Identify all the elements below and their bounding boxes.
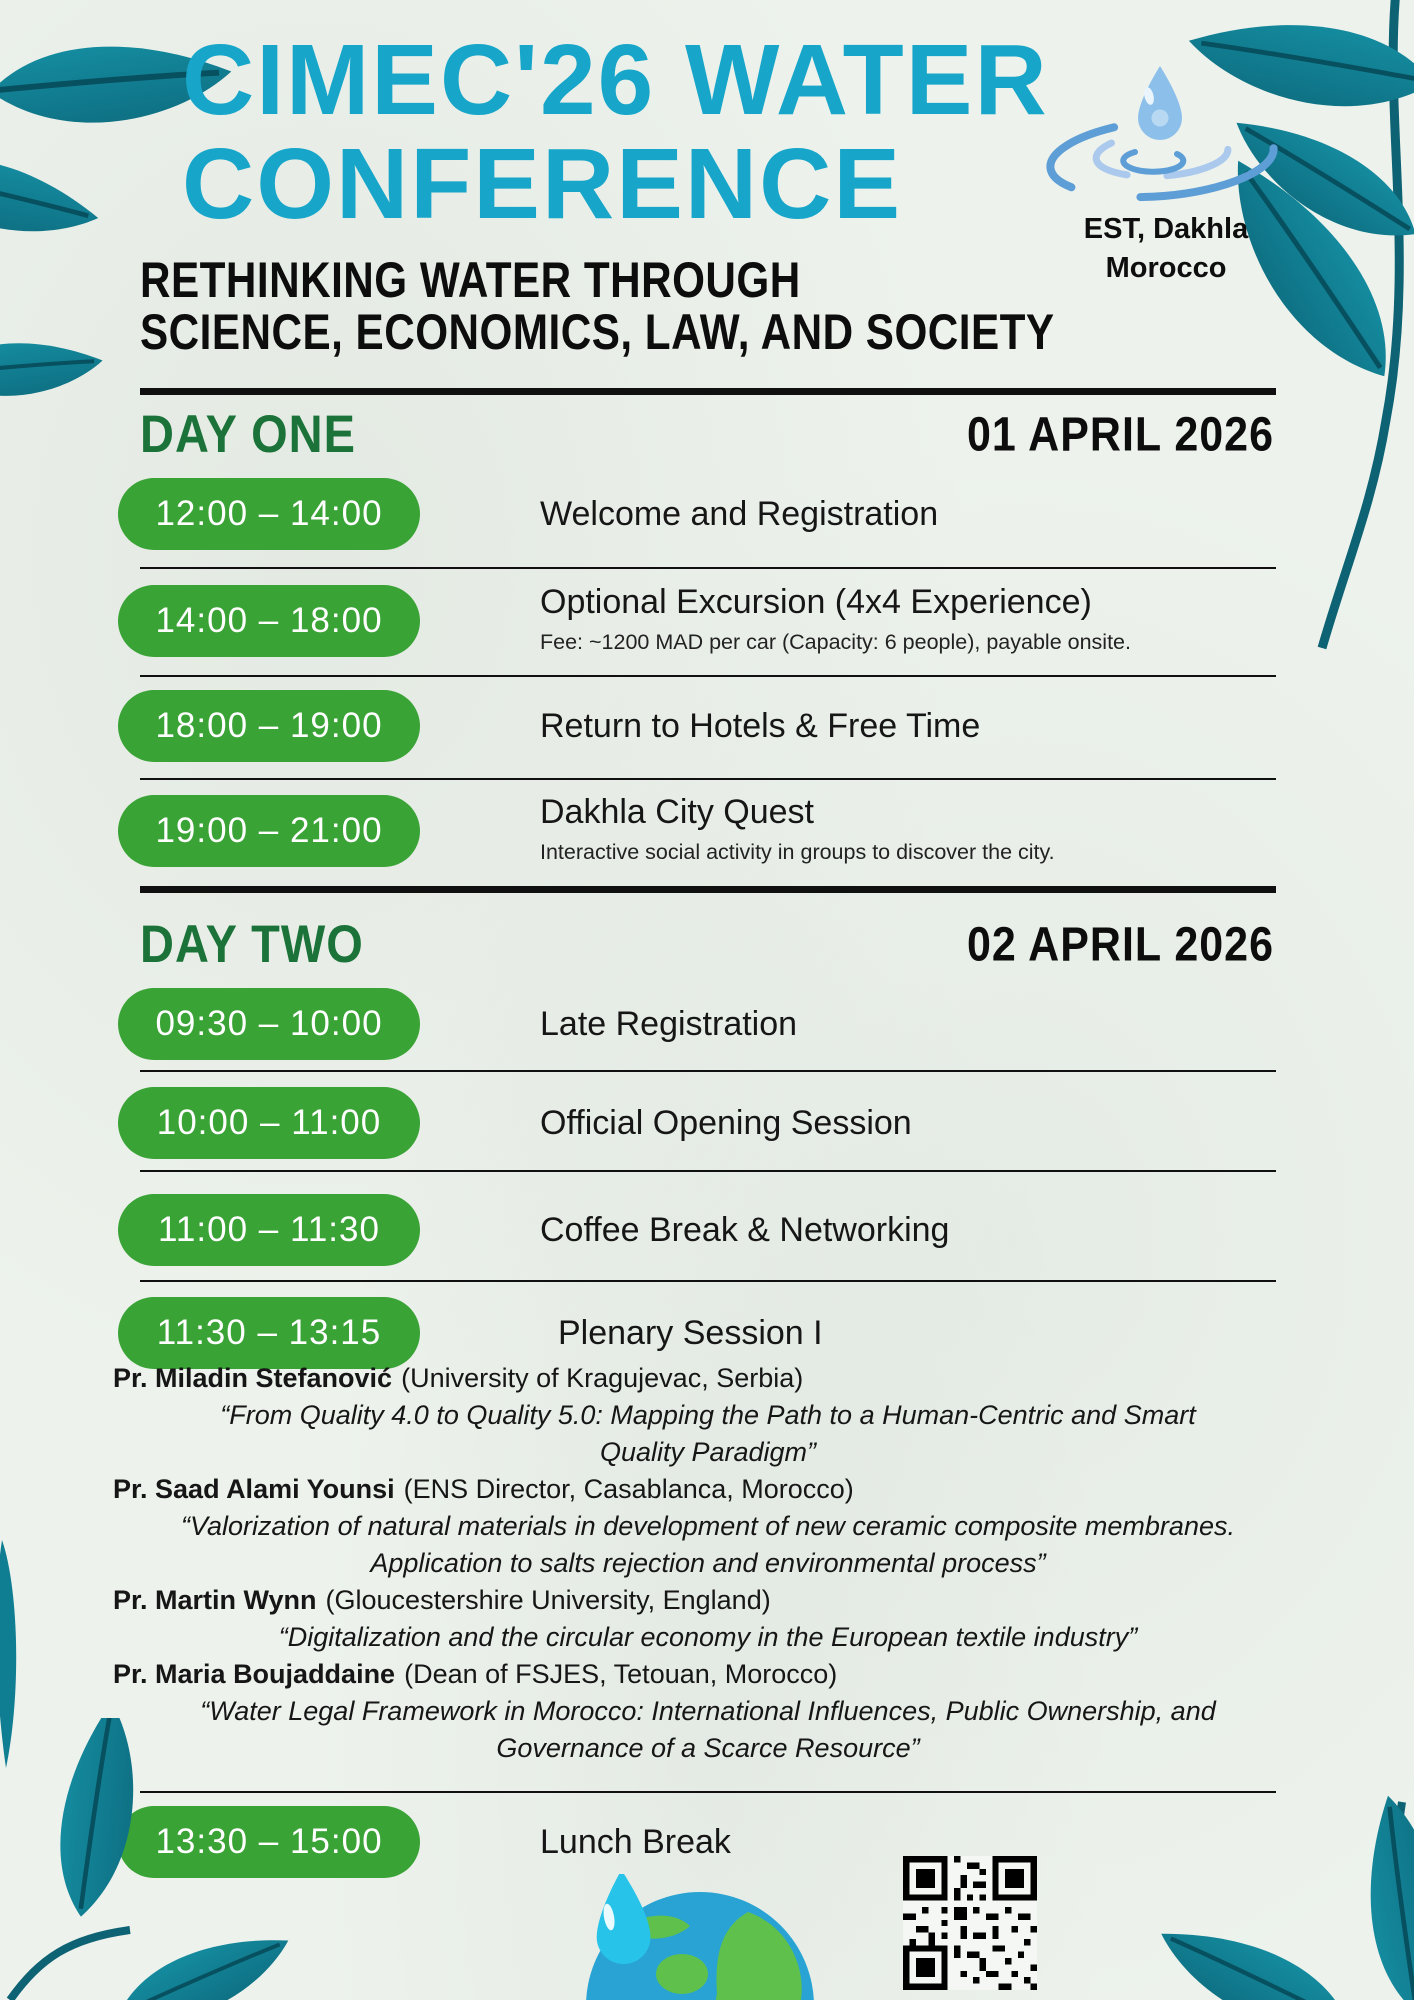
session-time-pill: [118, 1194, 420, 1266]
speaker-name: Pr. Miladin Stefanović: [113, 1363, 393, 1393]
speaker-line: [113, 1582, 1303, 1619]
poster-title-line1: CIMEC'26 WATER: [182, 24, 1049, 136]
session-row: [0, 690, 1414, 764]
session-time: 10:00 – 11:00: [156, 1103, 382, 1142]
session-time-pill: [118, 478, 420, 550]
speaker-talk-title: “From Quality 4.0 to Quality 5.0: Mapping the Path to a Human-Centric and Smart Quality Paradigm”: [220, 1400, 1196, 1467]
speaker-talk-title: “Digitalization and the circular economy in the European textile industry”: [278, 1622, 1138, 1652]
speaker-line: [113, 1471, 1303, 1508]
session-row: [0, 585, 1414, 659]
session-title: Welcome and Registration: [540, 495, 939, 533]
session-row: [0, 988, 1414, 1062]
separator-line: [140, 1170, 1276, 1172]
poster-title-line2: CONFERENCE: [182, 128, 903, 240]
speaker-affiliation: (Gloucestershire University, England): [325, 1585, 771, 1615]
session-note: Interactive social activity in groups to discover the city.: [540, 840, 1055, 864]
session-time-pill: [118, 690, 420, 762]
day-two-label: DAY TWO: [140, 913, 364, 974]
leaf-decoration-bottom-left: [0, 1718, 320, 2000]
session-time-pill: [118, 1087, 420, 1159]
day-two-date: 02 APRIL 2026: [966, 918, 1274, 972]
day-one-label: DAY ONE: [140, 403, 356, 464]
water-drop-ripples-icon: [1040, 58, 1290, 213]
separator-line: [140, 567, 1276, 569]
poster-subtitle-line1: RETHINKING WATER THROUGH: [140, 252, 801, 309]
session-time: 19:00 – 21:00: [155, 811, 383, 850]
session-title: Lunch Break: [540, 1823, 731, 1861]
speaker-affiliation: (ENS Director, Casablanca, Morocco): [403, 1474, 854, 1504]
session-time-pill: [118, 1297, 420, 1369]
speaker-affiliation: (University of Kragujevac, Serbia): [401, 1363, 804, 1393]
session-time: 09:30 – 10:00: [155, 1004, 383, 1043]
speaker-talk-title: “Valorization of natural materials in development of new ceramic composite membranes. Application to salts rejection and environmental process”: [181, 1511, 1235, 1578]
separator-line: [140, 778, 1276, 780]
session-time: 18:00 – 19:00: [155, 706, 383, 745]
plenary-speaker-list: [113, 1360, 1303, 1767]
qr-code: [903, 1856, 1037, 1990]
session-row: [0, 478, 1414, 552]
speaker-affiliation: (Dean of FSJES, Tetouan, Morocco): [404, 1659, 838, 1689]
speaker-line: [113, 1656, 1303, 1693]
venue-text: [1040, 210, 1292, 288]
day-one-date: 01 APRIL 2026: [966, 408, 1274, 462]
separator-line: [140, 1070, 1276, 1072]
divider: [140, 388, 1276, 395]
speaker-name: Pr. Saad Alami Younsi: [113, 1474, 395, 1504]
speaker-name: Pr. Maria Boujaddaine: [113, 1659, 396, 1689]
session-row: [0, 795, 1414, 869]
session-title: Late Registration: [540, 1005, 798, 1043]
session-title: Dakhla City Quest: [540, 793, 814, 831]
venue-line2: Morocco: [1105, 252, 1227, 284]
speaker-talk-title: “Water Legal Framework in Morocco: International Influences, Public Ownership, and Governance of a Scarce Resource”: [200, 1696, 1216, 1763]
session-time: 14:00 – 18:00: [155, 601, 383, 640]
session-title: Official Opening Session: [540, 1104, 912, 1142]
separator-line: [140, 675, 1276, 677]
session-time: 11:30 – 13:15: [156, 1313, 382, 1352]
venue-line1: EST, Dakhla: [1083, 213, 1249, 245]
poster-subtitle-line2: SCIENCE, ECONOMICS, LAW, AND SOCIETY: [140, 304, 1055, 361]
speaker-name: Pr. Martin Wynn: [113, 1585, 317, 1615]
session-time-pill: [118, 795, 420, 867]
session-time: 13:30 – 15:00: [155, 1822, 383, 1861]
earth-with-water-drop-icon: [562, 1874, 828, 2000]
session-row: [0, 1194, 1414, 1268]
speaker-line: [113, 1360, 1303, 1397]
session-time-pill: [118, 988, 420, 1060]
session-title: Plenary Session I: [558, 1314, 823, 1352]
session-row: [0, 1087, 1414, 1161]
session-time: 12:00 – 14:00: [155, 494, 383, 533]
session-title: Coffee Break & Networking: [540, 1211, 950, 1249]
session-title: Optional Excursion (4x4 Experience): [540, 583, 1092, 621]
leaf-decoration-bottom-right: [1120, 1788, 1414, 2000]
session-time-pill: [118, 585, 420, 657]
divider: [140, 886, 1276, 893]
separator-line: [140, 1280, 1276, 1282]
session-title: Return to Hotels & Free Time: [540, 707, 981, 745]
session-time: 11:00 – 11:30: [158, 1210, 380, 1249]
session-note: Fee: ~1200 MAD per car (Capacity: 6 people), payable onsite.: [540, 630, 1131, 654]
